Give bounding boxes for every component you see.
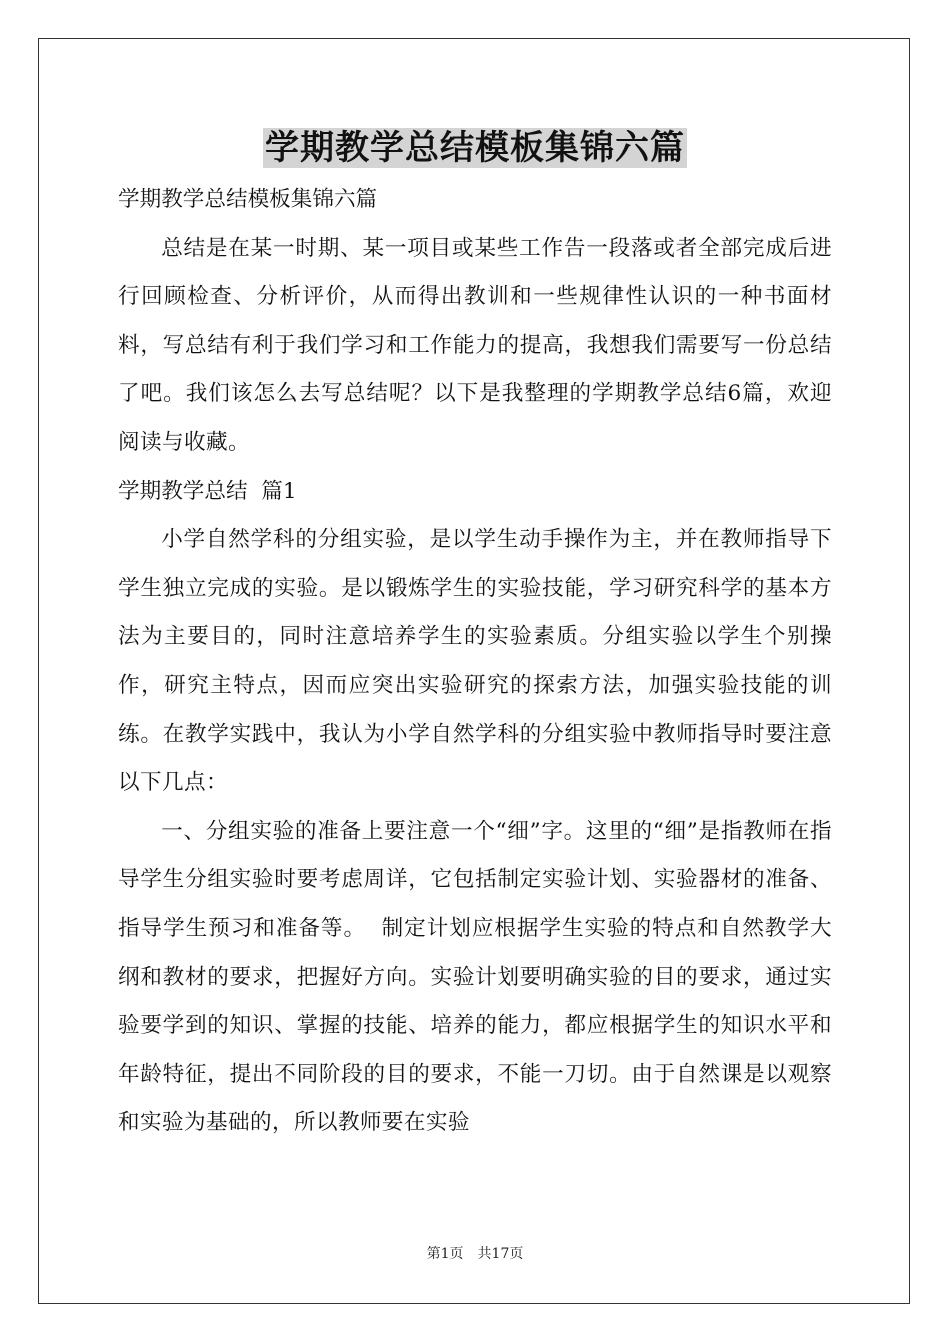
- section-paragraph-1: 小学自然学科的分组实验，是以学生动手操作为主，并在教师指导下学生独立完成的实验。是以锻炼学生的实验技能，学习研究科学的基本方法为主要目的，同时注意培养学生的实验素质。分组实验以学生个别操作，研究主特点，因而应突出实验研究的探索方法，加强实验技能的训练。在教学实践中，我认为小学自然学科的分组实验中教师指导时要注意以下几点：: [118, 527, 832, 796]
- intro-paragraph: 总结是在某一时期、某一项目或某些工作告一段落或者全部完成后进行回顾检查、分析评价，从而得出教训和一些规律性认识的一种书面材料，写总结有利于我们学习和工作能力的提高，我想我们需要写一份总结了吧。我们该怎么去写总结呢？以下是我整理的学期教学总结6篇，欢迎阅读与收藏。: [118, 235, 832, 455]
- document-body: [118, 176, 832, 1148]
- document-title-text: 学期教学总结模板集锦六篇: [265, 128, 685, 168]
- section-paragraph-2: 一、分组实验的准备上要注意一个“细”字。这里的“细”是指教师在指导学生分组实验时要考虑周详，它包括制定实验计划、实验器材的准备、指导学生预习和准备等。 制定计划应根据学生实验的特点和自然教学大纲和教材的要求，把握好方向。实验计划要明确实验的目的要求，通过实验要学到的知识、掌握的技能、培养的能力，都应根据学生的知识水平和年龄特征，提出不同阶段的目的要求，不能一刀切。由于自然课是以观察和实验为基础的，所以教师要在实验: [118, 818, 832, 1136]
- document-title: [0, 124, 950, 172]
- page-total: 共17页: [477, 1246, 524, 1262]
- document-subtitle: 学期教学总结模板集锦六篇: [118, 187, 378, 212]
- section-heading: 学期教学总结 篇1: [118, 478, 297, 504]
- page-footer: [0, 1244, 950, 1264]
- page-number: 第1页: [426, 1246, 464, 1262]
